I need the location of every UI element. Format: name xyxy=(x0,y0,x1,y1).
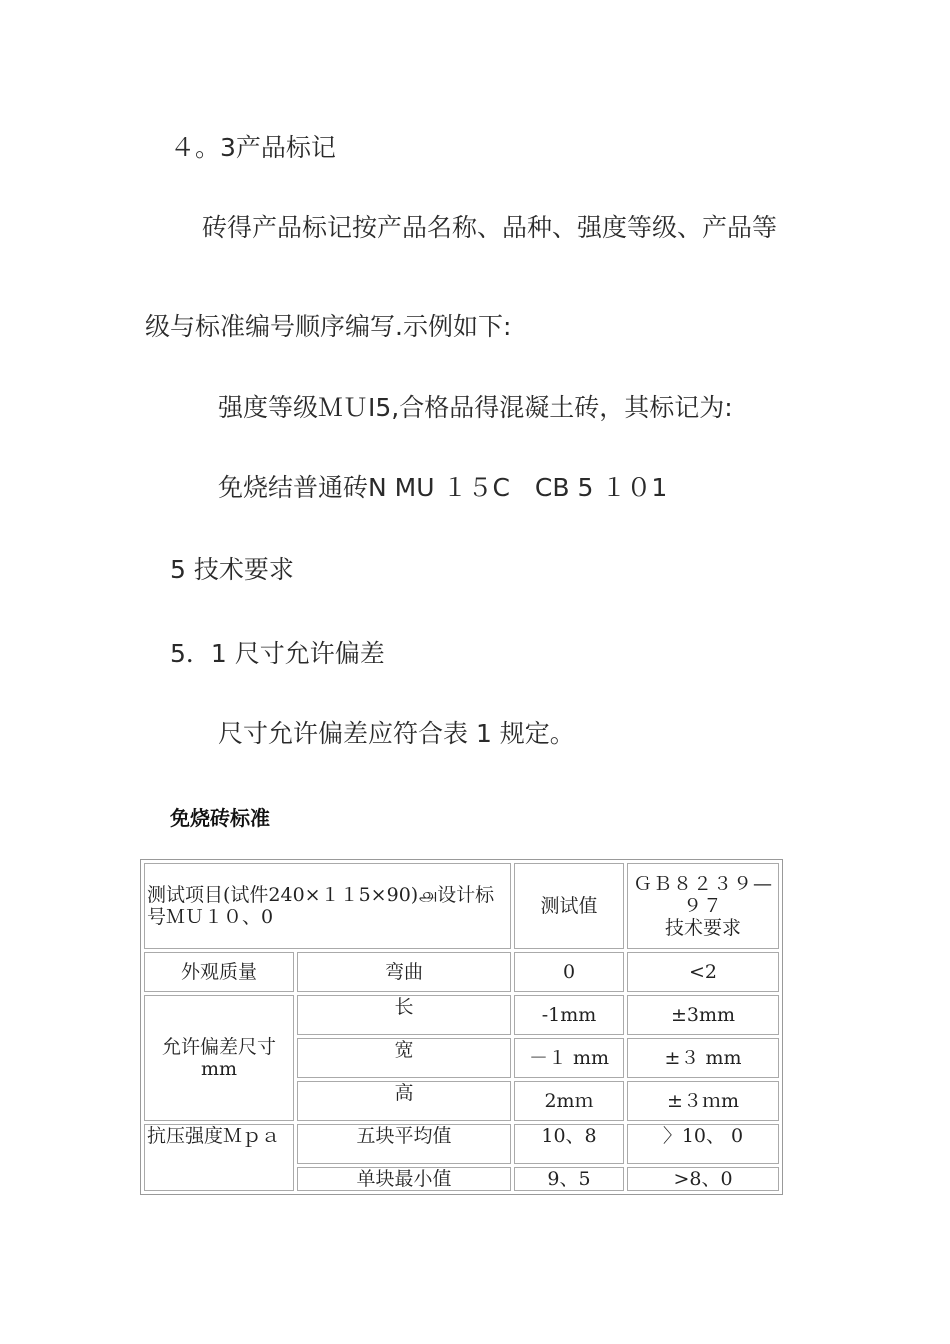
row-item xyxy=(297,1081,511,1121)
header-test-value xyxy=(514,863,624,949)
cell-text: 弯曲 xyxy=(384,961,423,983)
cell-text: >8、0 xyxy=(673,1168,733,1190)
cell-text: 10、8 xyxy=(541,1125,597,1147)
cell-text: 五块平均值 xyxy=(356,1125,452,1147)
row-value xyxy=(514,1081,624,1121)
row-group-appearance xyxy=(144,952,294,992)
table-title: 免烧砖标准 xyxy=(170,806,270,830)
cell-text: 外观质量 xyxy=(180,961,257,983)
row-item xyxy=(297,952,511,992)
row-item xyxy=(297,995,511,1035)
header-requirement xyxy=(627,863,779,949)
cell-text: 9、5 xyxy=(547,1168,591,1190)
header-requirement-label: 技术要求 xyxy=(664,917,741,939)
table-row xyxy=(144,995,779,1035)
header-standard-code: ＧＢ８２３９—９７ xyxy=(632,873,773,917)
row-value xyxy=(514,1038,624,1078)
cell-text: 单块最小值 xyxy=(356,1168,452,1190)
section-heading-5: 5 技术要求 xyxy=(170,555,294,584)
standard-table xyxy=(140,859,783,1195)
header-test-item-text: 测试项目(试件240×１１5×90)௮设计标号ＭＵ１０、0 xyxy=(147,884,495,928)
cell-text: 宽 xyxy=(394,1039,414,1061)
row-requirement xyxy=(627,952,779,992)
cell-text: 高 xyxy=(394,1082,414,1104)
row-item xyxy=(297,1124,511,1164)
row-item xyxy=(297,1038,511,1078)
paragraph-example-mark: 免烧结普通砖N MU １５C CB 5 １０1 xyxy=(218,473,668,502)
table-header-row xyxy=(144,863,779,949)
row-value xyxy=(514,995,624,1035)
cell-text: 0 xyxy=(562,961,576,983)
cell-text: ±３ mm xyxy=(664,1047,742,1069)
row-value xyxy=(514,952,624,992)
paragraph-marking-rule-cont: 级与标准编号顺序编写.示例如下: xyxy=(145,312,512,341)
row-value xyxy=(514,1124,624,1164)
cell-text: ±3mm xyxy=(670,1004,736,1026)
cell-text: －１ mm xyxy=(528,1047,610,1069)
section-heading-4-3: ４。3产品标记 xyxy=(170,133,336,162)
row-requirement xyxy=(627,1081,779,1121)
row-requirement xyxy=(627,995,779,1035)
header-test-item xyxy=(144,863,511,949)
cell-text: 2mｍ xyxy=(544,1090,594,1112)
section-heading-5-1: 5．1 尺寸允许偏差 xyxy=(170,639,385,668)
paragraph-example: 强度等级ＭＵI5,合格品得混凝土砖，其标记为: xyxy=(218,393,733,422)
paragraph-tolerance: 尺寸允许偏差应符合表 1 规定。 xyxy=(218,719,575,748)
header-test-value-text: 测试值 xyxy=(540,895,598,917)
row-group-tolerance xyxy=(144,995,294,1121)
row-requirement xyxy=(627,1167,779,1191)
cell-text: ±３ｍm xyxy=(667,1090,739,1112)
row-requirement xyxy=(627,1038,779,1078)
row-item xyxy=(297,1167,511,1191)
table-row xyxy=(144,952,779,992)
cell-text: 抗压强度Ｍｐａ xyxy=(147,1125,281,1147)
paragraph-marking-rule: 砖得产品标记按产品名称、品种、强度等级、产品等 xyxy=(202,213,778,242)
cell-text: 〉10、 0 xyxy=(662,1125,744,1147)
cell-text: -1mm xyxy=(541,1004,597,1026)
cell-text: 允许偏差尺寸mm xyxy=(161,1036,276,1080)
cell-text: 长 xyxy=(394,996,414,1018)
cell-text: <2 xyxy=(688,961,717,983)
table-row xyxy=(144,1124,779,1164)
row-group-compressive-strength xyxy=(144,1124,294,1191)
row-value xyxy=(514,1167,624,1191)
row-requirement xyxy=(627,1124,779,1164)
